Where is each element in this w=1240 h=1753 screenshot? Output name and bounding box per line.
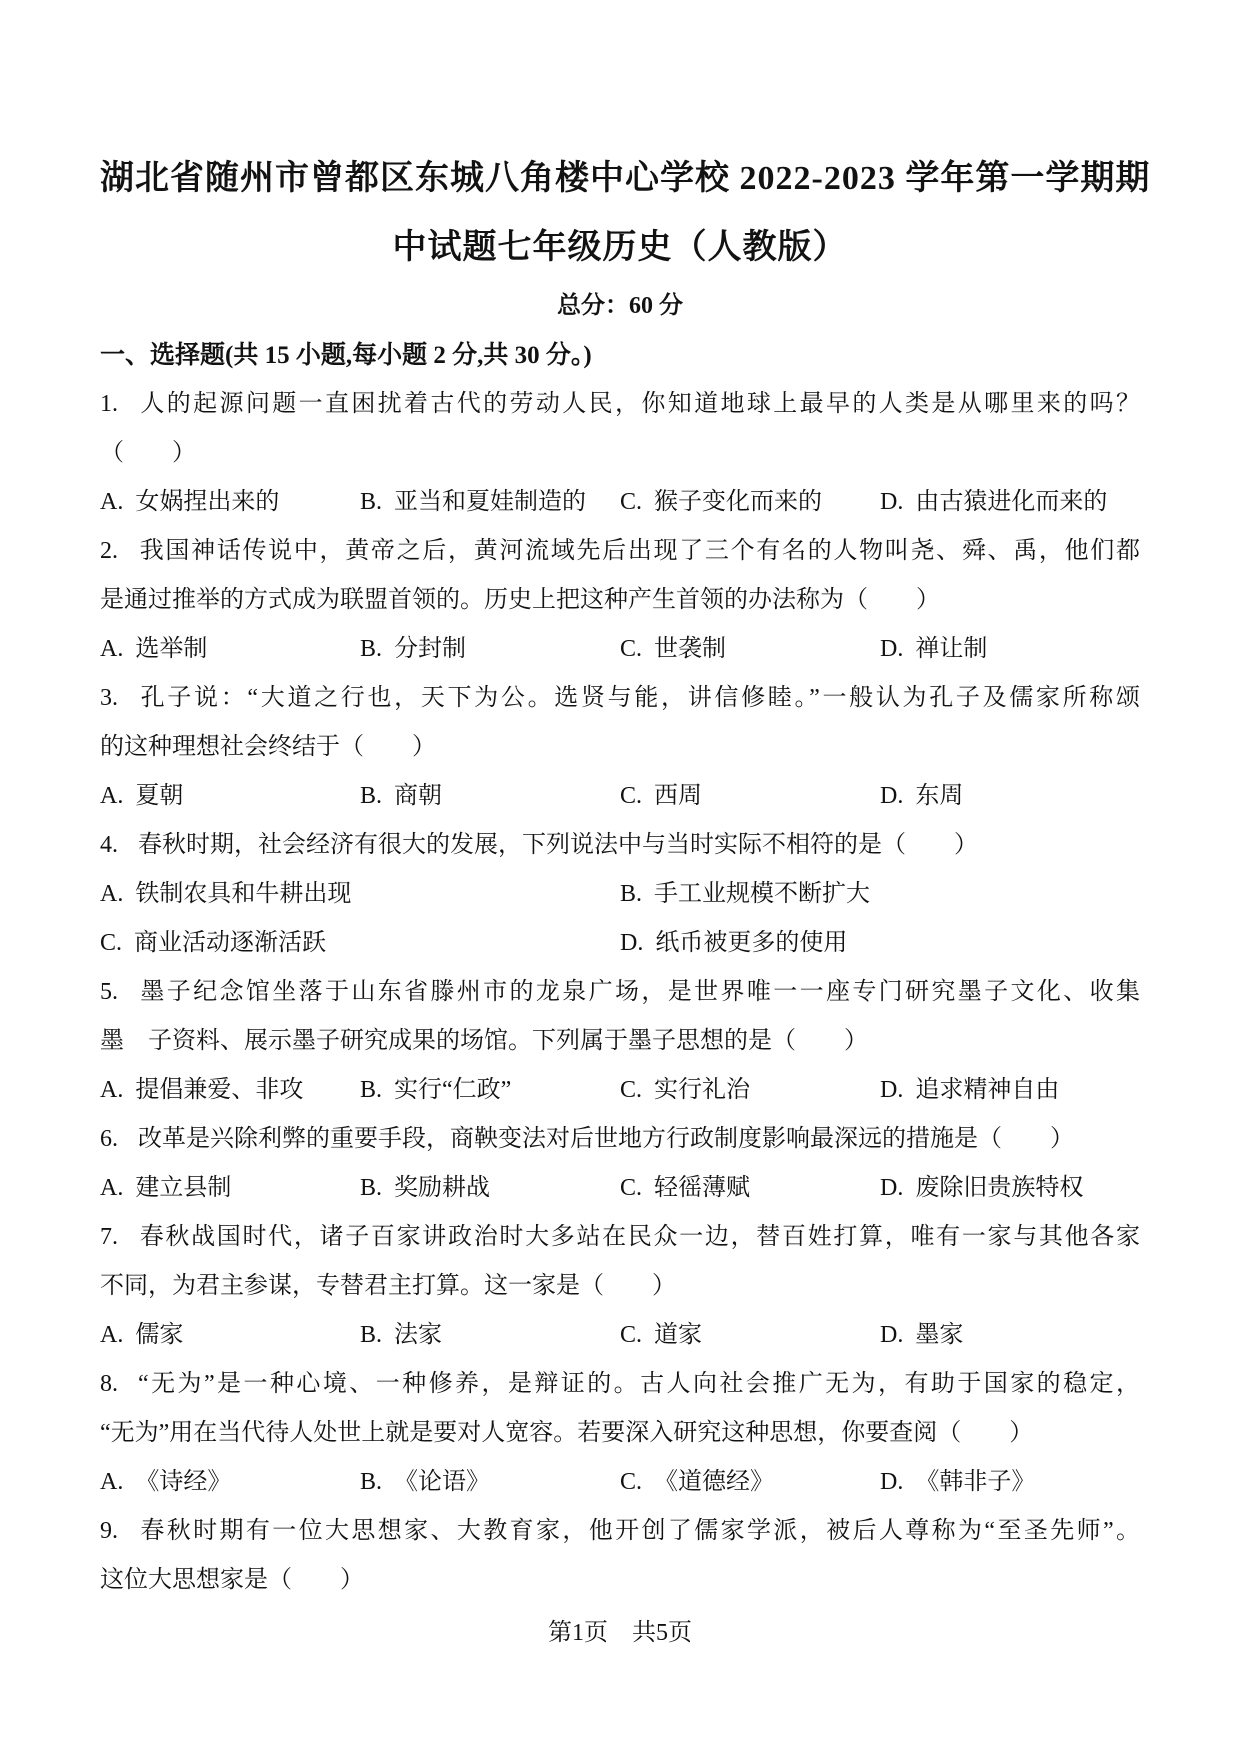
option-text: 轻徭薄赋 [654, 1175, 751, 1201]
option-text: 儒家 [135, 1322, 184, 1348]
question-block [100, 1507, 1140, 1605]
option-label: C. [100, 930, 123, 956]
option-label: C. [620, 783, 643, 809]
option-text: 墨家 [915, 1322, 964, 1348]
option-text: 道家 [654, 1322, 703, 1348]
question-stem-line: 7. 春秋战国时代，诸子百家讲政治时大多站在民众一边，替百姓打算，唯有一家与其他各家 [100, 1224, 1140, 1250]
question-number: 6. [100, 1126, 118, 1152]
option-label: A. [100, 1322, 124, 1348]
option-text: 提倡兼爱、非攻 [135, 1077, 304, 1103]
option-text: 纸币被更多的使用 [655, 930, 848, 956]
option-label: B. [360, 1469, 383, 1495]
option-label: A. [100, 489, 124, 515]
option-text: 废除旧贵族特权 [915, 1175, 1084, 1201]
option [100, 625, 360, 674]
question-stem-line: 的这种理想社会终结于（ ） [100, 734, 436, 760]
option-label: B. [360, 489, 383, 515]
options-row [100, 625, 1140, 674]
option [620, 1458, 880, 1507]
option [620, 1164, 880, 1213]
question-stem-line: 不同，为君主参谋，专替君主打算。这一家是（ ） [100, 1273, 676, 1299]
options-row [100, 772, 1140, 821]
page-title-line-2: 中试题七年级历史（人教版） [392, 229, 848, 266]
option-text: 《论语》 [394, 1469, 491, 1495]
option-label: D. [880, 1077, 904, 1103]
option-label: C. [620, 636, 643, 662]
option [620, 1311, 880, 1360]
question-stem-line: （ ） [100, 440, 196, 466]
option [620, 772, 880, 821]
option-text: 东周 [915, 783, 964, 809]
questions [100, 380, 1140, 1605]
option-text: 商业活动逐渐活跃 [134, 930, 327, 956]
option-text: 猴子变化而来的 [654, 489, 823, 515]
question-stem-line: 2. 我国神话传说中，黄帝之后，黄河流域先后出现了三个有名的人物叫尧、舜、禹，他们都 [100, 538, 1140, 564]
option-label: B. [360, 783, 383, 809]
option [880, 625, 1140, 674]
option [880, 1311, 1140, 1360]
option [360, 625, 620, 674]
page-footer: 第1页 共5页 [548, 1620, 692, 1646]
option [100, 870, 620, 919]
question-stem-line: 4. 春秋时期，社会经济有很大的发展，下列说法中与当时实际不相符的是（ ） [100, 832, 978, 858]
options-row [100, 870, 1140, 968]
option [620, 478, 880, 527]
question-block [100, 674, 1140, 821]
option-label: C. [620, 489, 643, 515]
option-text: 选举制 [135, 636, 208, 662]
option-text: 奖励耕战 [394, 1175, 491, 1201]
option-text: 实行“仁政” [394, 1077, 512, 1103]
option [360, 1066, 620, 1115]
option-text: 建立县制 [135, 1175, 232, 1201]
question-stem-line: 3. 孔子说：“大道之行也，天下为公。选贤与能，讲信修睦。”一般认为孔子及儒家所称颂 [100, 685, 1140, 711]
option-label: C. [620, 1077, 643, 1103]
question-number: 8. [100, 1371, 118, 1397]
question-block [100, 1360, 1140, 1507]
option-label: A. [100, 1175, 124, 1201]
option-label: C. [620, 1175, 643, 1201]
question-number: 1. [100, 391, 118, 417]
options-row [100, 1164, 1140, 1213]
option-text: 商朝 [394, 783, 443, 809]
option-label: B. [360, 1175, 383, 1201]
option [880, 772, 1140, 821]
question-stem [100, 1360, 1140, 1458]
option [880, 1458, 1140, 1507]
question-stem-line: “无为”用在当代待人处世上就是要对人宽容。若要深入研究这种思想，你要查阅（ ） [100, 1420, 1034, 1446]
option [880, 1066, 1140, 1115]
option [100, 1458, 360, 1507]
option-label: A. [100, 1077, 124, 1103]
option-label: D. [880, 489, 904, 515]
option-text: 由古猿进化而来的 [915, 489, 1108, 515]
question-stem-line: 是通过推举的方式成为联盟首领的。历史上把这种产生首领的办法称为（ ） [100, 587, 940, 613]
question-number: 4. [100, 832, 118, 858]
question-block [100, 821, 1140, 968]
option-text: 手工业规模不断扩大 [654, 881, 871, 907]
question-stem [100, 380, 1140, 478]
question-stem-line: 9. 春秋时期有一位大思想家、大教育家，他开创了儒家学派，被后人尊称为“至圣先师”。 [100, 1518, 1140, 1544]
option [100, 478, 360, 527]
option [880, 478, 1140, 527]
option [100, 1164, 360, 1213]
option-label: D. [620, 930, 644, 956]
total-score: 总分：60 分 [557, 293, 683, 319]
question-stem-line: 6. 改革是兴除利弊的重要手段，商鞅变法对后世地方行政制度影响最深远的措施是（ ） [100, 1126, 1074, 1152]
section-header: 一、选择题(共 15 小题,每小题 2 分,共 30 分。) [100, 342, 592, 369]
question-stem [100, 1115, 1140, 1164]
option [360, 1311, 620, 1360]
option-text: 西周 [654, 783, 703, 809]
option-text: 女娲捏出来的 [135, 489, 280, 515]
question-stem [100, 968, 1140, 1066]
option-text: 铁制农具和牛耕出现 [135, 881, 352, 907]
option [100, 1311, 360, 1360]
option-text: 法家 [394, 1322, 443, 1348]
question-block [100, 527, 1140, 674]
question-number: 7. [100, 1224, 118, 1250]
option [360, 772, 620, 821]
option-label: B. [620, 881, 643, 907]
option-text: 《道德经》 [654, 1469, 775, 1495]
option-text: 追求精神自由 [915, 1077, 1060, 1103]
option-label: D. [880, 636, 904, 662]
option [620, 919, 1140, 968]
question-stem-line: 这位大思想家是（ ） [100, 1567, 364, 1593]
option-text: 分封制 [394, 636, 467, 662]
option-text: 世袭制 [654, 636, 727, 662]
option [100, 1066, 360, 1115]
option-label: D. [880, 1469, 904, 1495]
option-label: B. [360, 1322, 383, 1348]
options-row [100, 1311, 1140, 1360]
question-number: 2. [100, 538, 118, 564]
question-stem [100, 1213, 1140, 1311]
option-label: A. [100, 1469, 124, 1495]
page-title-line-1: 湖北省随州市曾都区东城八角楼中心学校 2022-2023 学年第一学期期 [100, 160, 1151, 197]
question-block [100, 1213, 1140, 1360]
option-label: A. [100, 881, 124, 907]
question-stem [100, 674, 1140, 772]
option-text: 亚当和夏娃制造的 [394, 489, 587, 515]
option [360, 1164, 620, 1213]
question-stem-line: 5. 墨子纪念馆坐落于山东省滕州市的龙泉广场，是世界唯一一座专门研究墨子文化、收集 [100, 979, 1140, 1005]
option-text: 实行礼治 [654, 1077, 751, 1103]
option [620, 625, 880, 674]
option-label: C. [620, 1322, 643, 1348]
option-text: 《韩非子》 [915, 1469, 1036, 1495]
option-label: D. [880, 783, 904, 809]
option [620, 1066, 880, 1115]
option [880, 1164, 1140, 1213]
option [360, 478, 620, 527]
option [360, 1458, 620, 1507]
question-block [100, 380, 1140, 527]
option-label: D. [880, 1322, 904, 1348]
question-block [100, 1115, 1140, 1213]
question-stem [100, 1507, 1140, 1605]
option-label: A. [100, 636, 124, 662]
option-text: 禅让制 [915, 636, 988, 662]
question-number: 5. [100, 979, 118, 1005]
option [100, 919, 620, 968]
option-label: A. [100, 783, 124, 809]
question-stem-line: 墨 子资料、展示墨子研究成果的场馆。下列属于墨子思想的是（ ） [100, 1028, 868, 1054]
option [100, 772, 360, 821]
option-label: C. [620, 1469, 643, 1495]
question-stem-line: 1. 人的起源问题一直困扰着古代的劳动人民，你知道地球上最早的人类是从哪里来的吗？ [100, 391, 1140, 417]
option-label: B. [360, 1077, 383, 1103]
options-row [100, 1066, 1140, 1115]
options-row [100, 478, 1140, 527]
question-number: 9. [100, 1518, 118, 1544]
options-row [100, 1458, 1140, 1507]
question-block [100, 968, 1140, 1115]
option-text: 《诗经》 [135, 1469, 232, 1495]
question-stem [100, 821, 1140, 870]
option-label: B. [360, 636, 383, 662]
question-stem-line: 8. “无为”是一种心境、一种修养，是辩证的。古人向社会推广无为，有助于国家的稳定， [100, 1371, 1140, 1397]
option [620, 870, 1140, 919]
option-label: D. [880, 1175, 904, 1201]
question-stem [100, 527, 1140, 625]
option-text: 夏朝 [135, 783, 184, 809]
question-number: 3. [100, 685, 118, 711]
